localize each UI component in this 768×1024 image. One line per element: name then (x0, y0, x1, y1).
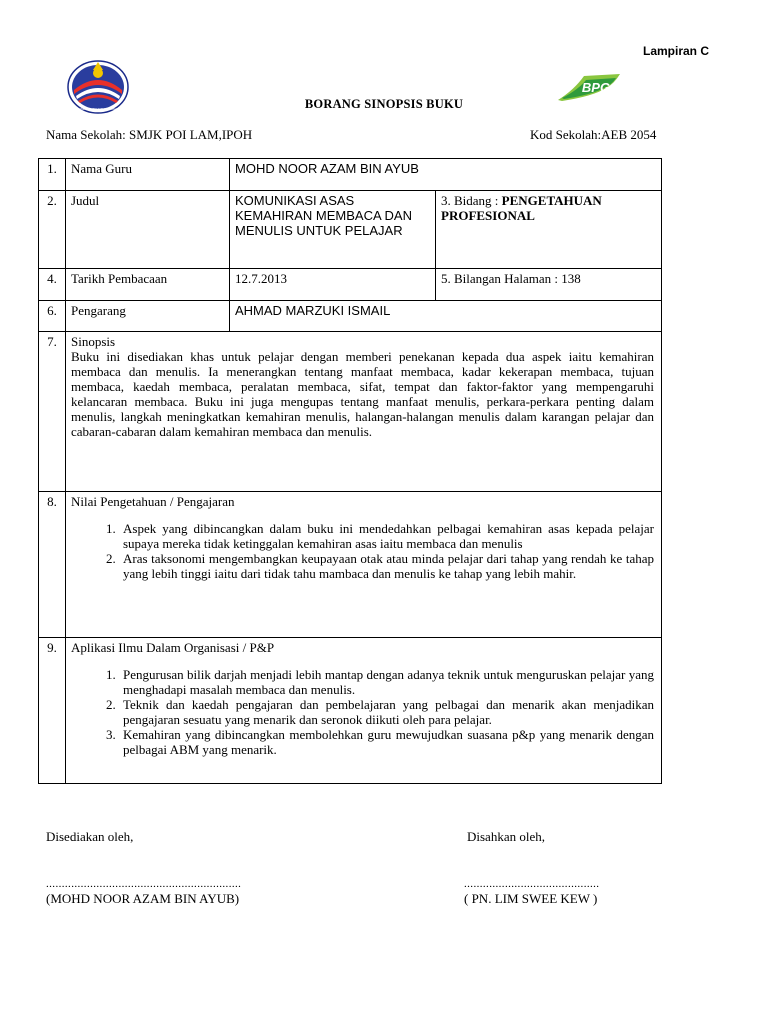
disahkan-signature-line: ........................................... (464, 878, 600, 890)
list-item: 2. Aras taksonomi mengembangkan keupayaan otak atau minda pelajar dari tahap yang rendah ke tahap yang lebih tinggi iaitu dari tidak tahu mambaca dan menulis ke tahap yang lebih mahir. (119, 551, 654, 581)
row-tarikh (39, 269, 662, 301)
pengarang-value: AHMAD MARZUKI ISMAIL (230, 301, 662, 332)
list-item: 1. Aspek yang dibincangkan dalam buku ini mendedahkan pelbagai kemahiran asas kepada pelajar supaya mereka tidak ketinggalan kemahiran asas iaitu membaca dan menulis (119, 521, 654, 551)
disediakan-label: Disediakan oleh, (46, 829, 134, 844)
disahkan-name: ( PN. LIM SWEE KEW ) (464, 891, 598, 906)
nilai-label: Nilai Pengetahuan / Pengajaran (71, 494, 235, 509)
field-label: Pengarang (66, 301, 230, 332)
aplikasi-label: Aplikasi Ilmu Dalam Organisasi / P&P (71, 640, 275, 655)
sinopsis-cell (66, 332, 662, 492)
field-label: Judul (66, 191, 230, 269)
kpm-logo-text: KEMENTERIAN PENDIDIKAN MALAYSIA (69, 107, 127, 111)
disediakan-name: (MOHD NOOR AZAM BIN AYUB) (46, 891, 240, 906)
aplikasi-list (85, 667, 654, 757)
row-number: 9. (39, 638, 66, 784)
kod-sekolah: Kod Sekolah:AEB 2054 (530, 127, 657, 142)
row-number: 4. (39, 269, 66, 301)
judul-value: KOMUNIKASI ASAS KEMAHIRAN MEMBACA DAN MENULIS UNTUK PELAJAR (230, 191, 436, 269)
disediakan-signature-line: .............................................................. (46, 878, 242, 890)
aplikasi-cell (66, 638, 662, 784)
lampiran-label: Lampiran C (643, 44, 710, 58)
bpg-logo-text: BPG (581, 80, 611, 95)
row-nama-guru (39, 159, 662, 191)
row-nilai (39, 492, 662, 638)
list-item: 3. Kemahiran yang dibincangkan membolehkan guru mewujudkan suasana p&p yang menarik dengan pelbagai ABM yang menarik. (119, 727, 654, 757)
field-label: Tarikh Pembacaan (66, 269, 230, 301)
row-number: 2. (39, 191, 66, 269)
row-number: 8. (39, 492, 66, 638)
list-item: 2. Teknik dan kaedah pengajaran dan pembelajaran yang pelbagai dan menarik akan menjadikan pengajaran sesuatu yang menarik dan seronok diikuti oleh para pelajar. (119, 697, 654, 727)
bidang-value: PENGETAHUAN PROFESIONAL (441, 193, 602, 223)
nilai-cell (66, 492, 662, 638)
disahkan-label: Disahkan oleh, (467, 829, 545, 844)
list-item: 1. Pengurusan bilik darjah menjadi lebih mantap dengan adanya teknik untuk menguruskan pelajar yang menghadapi masalah membaca dan menulis. (119, 667, 654, 697)
row-number: 7. (39, 332, 66, 492)
nilai-list (85, 521, 654, 581)
bidang-label: 3. Bidang : (441, 193, 502, 208)
field-label: Nama Guru (66, 159, 230, 191)
synopsis-form-table (38, 158, 662, 784)
nama-guru-value: MOHD NOOR AZAM BIN AYUB (230, 159, 662, 191)
bilangan-halaman: 5. Bilangan Halaman : 138 (436, 269, 662, 301)
form-title: BORANG SINOPSIS BUKU (304, 97, 464, 111)
row-number: 6. (39, 301, 66, 332)
row-number: 1. (39, 159, 66, 191)
row-sinopsis (39, 332, 662, 492)
row-pengarang (39, 301, 662, 332)
tarikh-value: 12.7.2013 (230, 269, 436, 301)
sinopsis-text: Buku ini disediakan khas untuk pelajar dengan memberi penekanan kepada dua aspek iaitu kemahiran membaca dan menulis. Ia menerangkan tentang manfaat membaca, kadar kekerapan membaca, tujuan membaca, kaedah membaca, peralatan membaca, sifat, tempat dan faktor-faktor yang mempengaruhi kelancaran membaca. Buku ini juga mengupas tentang manfaat menulis, perkara-perkara penting dalam menulis, langkah meningkatkan kemahiran menulis, halangan-halangan menulis dalam karangan pelajar dan cabaran-cabaran dalam kemahiran membaca dan menulis. (71, 349, 655, 439)
sinopsis-label: Sinopsis (71, 334, 116, 349)
row-judul (39, 191, 662, 269)
row-aplikasi (39, 638, 662, 784)
nama-sekolah: Nama Sekolah: SMJK POI LAM,IPOH (46, 127, 253, 142)
bidang-cell (436, 191, 662, 269)
